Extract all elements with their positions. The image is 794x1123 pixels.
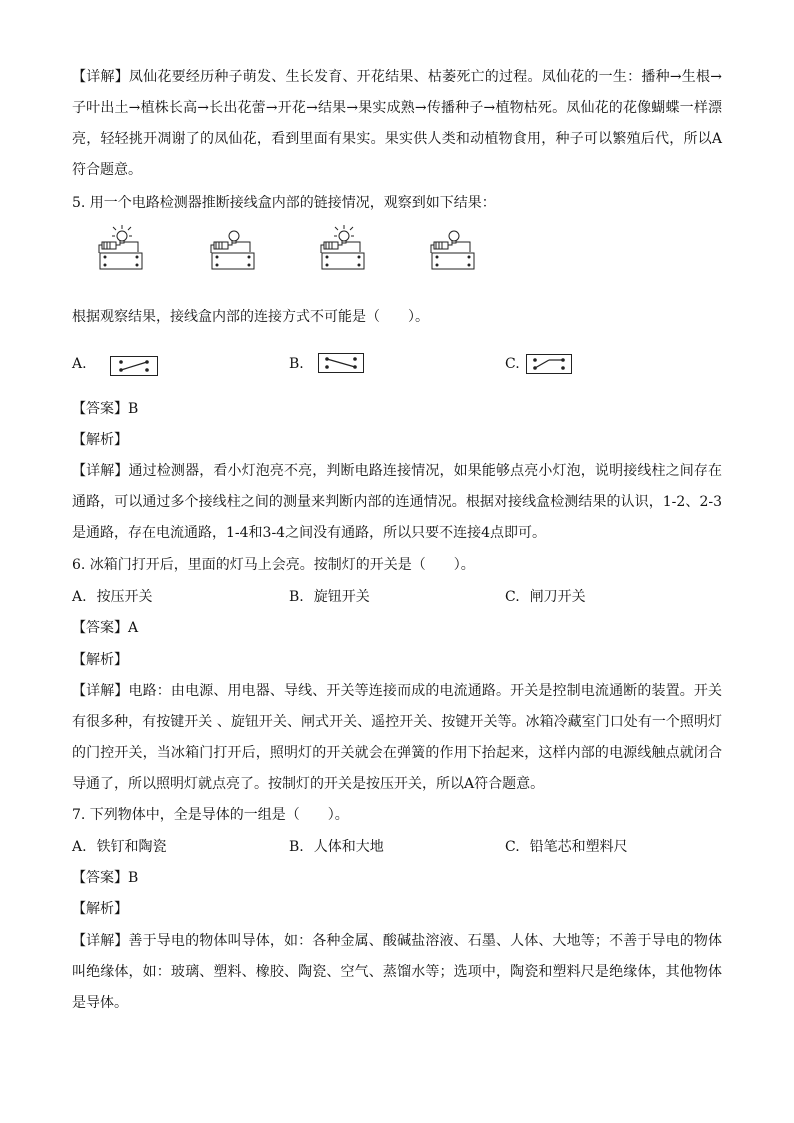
q5-question: 根据观察结果，接线盒内部的连接方式不可能是（ ）。	[72, 309, 429, 325]
q5-option-a-label: A.	[72, 356, 87, 372]
q7-option-a: A. 铁钉和陶瓷	[72, 839, 167, 855]
q5-answer: 【答案】B	[72, 401, 139, 417]
q4-detail: 【详解】凤仙花要经历种子萌发、生长发育、开花结果、枯萎死亡的过程。凤仙花的一生：播种→生根→子叶出土→植株长高→长出花蕾→开花→结果→果实成熟→传播种子→植物枯死。凤仙花的花像蝴蝶一样漂亮，轻轻挑开凋谢了的凤仙花，看到里面有果实。果实供人类和动植物食用，种子可以繁殖后代，所以A符合题意。	[72, 69, 722, 178]
wiring-box-c-icon	[526, 354, 572, 374]
q6-detail: 【详解】电路：由电源、用电器、导线、开关等连接而成的电流通路。开关是控制电流通断的装置。开关有很多种，有按键开关 、旋钮开关、闸式开关、遥控开关、按键开关等。冰箱冷藏室门口处有一个照明灯的门控开关，当冰箱门打开后，照明灯的开关就会在弹簧的作用下抬起来，这样内部的电源线触点就闭合导通了，所以照明灯就点亮了。按制灯的开关是按压开关，所以A符合题意。	[72, 683, 722, 792]
q6-analysis: 【解析】	[72, 652, 128, 668]
q5-option-c-label: C.	[505, 356, 520, 372]
q7-stem: 7. 下列物体中，全是导体的一组是（ ）。	[72, 807, 349, 823]
q7-detail: 【详解】善于导电的物体叫导体，如：各种金属、酸碱盐溶液、石墨、人体、大地等；不善于导电的物体叫绝缘体，如：玻璃、塑料、橡胶、陶瓷、空气、蒸馏水等；选项中，陶瓷和塑料尺是绝缘体，其他物体是导体。	[72, 933, 722, 1011]
q6-option-a: A. 按压开关	[72, 589, 153, 605]
wiring-box-a-icon	[110, 356, 158, 376]
q5-option-b-label: B.	[289, 356, 304, 372]
q5-detail: 【详解】通过检测器，看小灯泡亮不亮，判断电路连接情况，如果能够点亮小灯泡，说明接线柱之间存在通路，可以通过多个接线柱之间的测量来判断内部的连通情况。根据对接线盒检测结果的认识，1-2、2-3是通路，存在电流通路，1-4和3-4之间没有通路，所以只要不连接4点即可。	[72, 463, 722, 541]
q6-option-c: C. 闸刀开关	[505, 589, 586, 605]
q7-option-c: C. 铅笔芯和塑料尺	[505, 839, 628, 855]
q5-analysis: 【解析】	[72, 432, 128, 448]
lit-bulb-circuit-icon	[318, 224, 370, 272]
q6-answer: 【答案】A	[72, 620, 139, 636]
wiring-box-b-icon	[318, 353, 364, 373]
q5-stem: 5. 用一个电路检测器推断接线盒内部的链接情况，观察到如下结果：	[72, 195, 496, 211]
unlit-bulb-circuit-icon	[428, 224, 480, 272]
q7-analysis: 【解析】	[72, 901, 128, 917]
q7-option-b: B. 人体和大地	[289, 839, 384, 855]
q6-option-b: B. 旋钮开关	[289, 589, 370, 605]
unlit-bulb-circuit-icon	[208, 224, 260, 272]
q7-answer: 【答案】B	[72, 870, 139, 886]
q6-stem: 6. 冰箱门打开后，里面的灯马上会亮。按制灯的开关是（ ）。	[72, 557, 475, 573]
lit-bulb-circuit-icon	[96, 224, 148, 272]
